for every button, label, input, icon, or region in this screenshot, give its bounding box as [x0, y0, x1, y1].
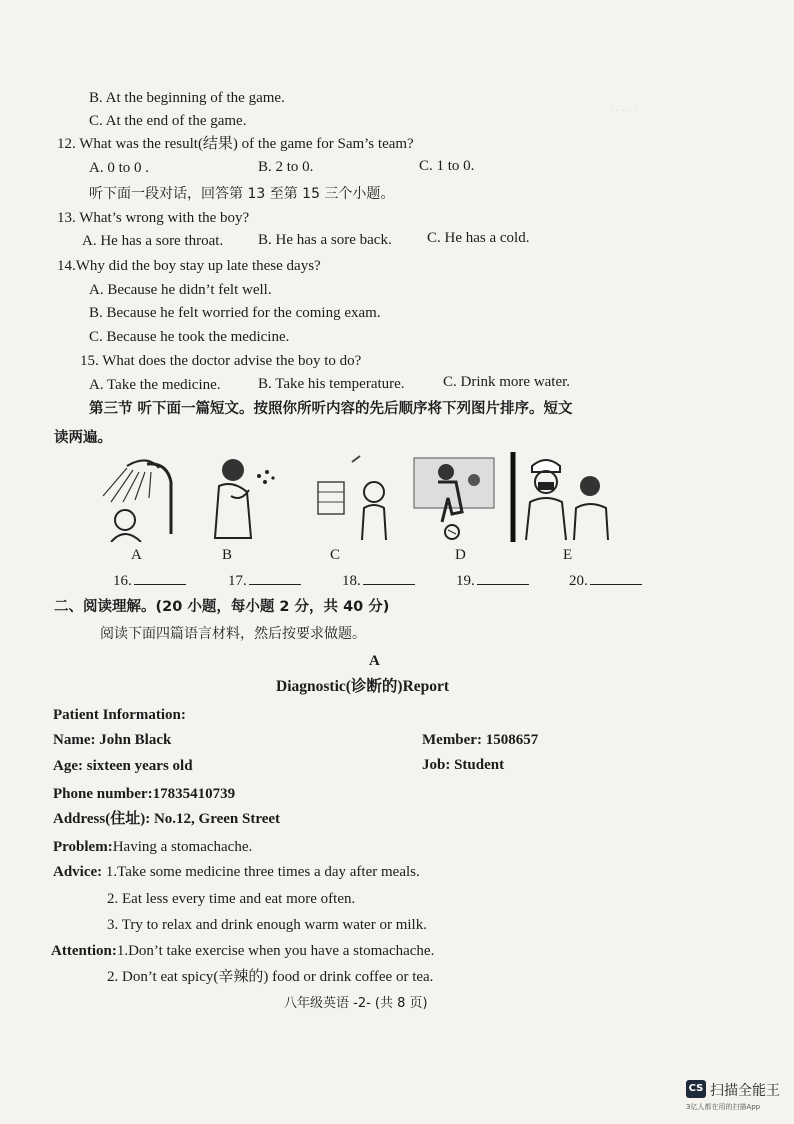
q15-option-b: B. Take his temperature. — [258, 376, 405, 392]
blank-line — [134, 572, 186, 585]
picture-a-shower — [97, 452, 179, 542]
cs-badge-icon: CS — [686, 1080, 706, 1098]
patient-phone: Phone number:17835410739 — [53, 786, 236, 802]
picture-c-boy-at-desk — [312, 452, 394, 542]
q15-option-a: A. Take the medicine. — [89, 377, 221, 393]
q13-option-b: B. He has a sore back. — [258, 232, 392, 248]
answer-blank-17[interactable] — [228, 572, 301, 590]
patient-job: Job: Student — [422, 757, 505, 773]
q14-option-c: C. Because he took the medicine. — [89, 329, 290, 345]
scanner-tagline: 3亿人都在用的扫描App — [686, 1103, 761, 1111]
blank-line — [249, 572, 301, 585]
attention-label: Attention: — [51, 943, 117, 959]
q14-question: 14.Why did the boy stay up late these days? — [57, 258, 321, 274]
patient-member: Member: 1508657 — [422, 732, 539, 748]
advice-item-1: 1.Take some medicine three times a day after meals. — [105, 864, 420, 880]
advice-label: Advice: — [53, 864, 103, 880]
q12-question: 12. What was the result(结果) of the game for Sam’s team? — [57, 136, 414, 152]
q15-option-c: C. Drink more water. — [443, 374, 571, 390]
patient-address: Address(住址): No.12, Green Street — [53, 811, 281, 827]
doctor-patient-illustration — [510, 452, 618, 542]
problem-label: Problem: — [53, 839, 113, 855]
passage-label: A — [369, 653, 380, 669]
scanner-app-name: 扫描全能王 — [710, 1083, 780, 1099]
blank-line — [363, 572, 415, 585]
q11-option-b: B. At the beginning of the game. — [89, 90, 285, 106]
boy-desk-illustration — [312, 452, 394, 542]
blank-number: 20. — [569, 573, 588, 589]
attention-item-1: 1.Don’t take exercise when you have a stomachache. — [116, 943, 435, 959]
q11-option-c: C. At the end of the game. — [89, 113, 247, 129]
picture-label-d: D — [455, 547, 466, 563]
advice-row — [53, 863, 420, 881]
q14-option-a: A. Because he didn’t felt well. — [89, 282, 272, 298]
problem-row — [53, 838, 252, 856]
picture-b-coughing — [197, 452, 279, 542]
q15-question: 15. What does the doctor advise the boy to do? — [80, 353, 362, 369]
advice-item-2: 2. Eat less every time and eat more often. — [107, 891, 356, 907]
football-players-illustration — [412, 452, 498, 542]
blank-number: 16. — [113, 573, 132, 589]
picture-e-doctor — [510, 452, 618, 542]
shower-boy-illustration — [97, 452, 179, 542]
patient-age — [53, 757, 193, 775]
camscanner-logo — [686, 1080, 784, 1120]
picture-label-a: A — [131, 547, 142, 563]
blank-number: 19. — [456, 573, 475, 589]
answer-blank-19[interactable] — [456, 572, 529, 590]
reading-heading: 二、阅读理解。(20 小题，每小题 2 分，共 40 分) — [54, 599, 390, 615]
section3-instruction-cont: 读两遍。 — [54, 430, 112, 446]
q12-option-c: C. 1 to 0. — [419, 158, 475, 174]
blank-number: 17. — [228, 573, 247, 589]
answer-blank-16[interactable] — [113, 572, 186, 590]
advice-item-3: 3. Try to relax and drink enough warm water or milk. — [107, 917, 427, 933]
patient-name — [53, 731, 171, 749]
q13-option-c: C. He has a cold. — [427, 230, 530, 246]
attention-item-2: 2. Don’t eat spicy(辛辣的) food or drink coffee or tea. — [107, 969, 434, 985]
patient-info-heading: Patient Information: — [53, 707, 186, 723]
report-title: Diagnostic(诊断的)Report — [276, 678, 450, 695]
section3-instruction: 第三节 听下面一篇短文。按照你所听内容的先后顺序将下列图片排序。短文 — [89, 401, 573, 417]
reading-instruction: 阅读下面四篇语言材料，然后按要求做题。 — [100, 626, 366, 642]
q12-option-a: A. 0 to 0 . — [89, 160, 149, 176]
instruction-13-15: 听下面一段对话，回答第 13 至第 15 三个小题。 — [89, 186, 395, 202]
q13-option-a: A. He has a sore throat. — [82, 233, 224, 249]
q14-option-b: B. Because he felt worried for the coming exam. — [89, 305, 381, 321]
bleed-through-text: . . . . . — [610, 100, 637, 114]
name-text: Name: John Black — [53, 732, 172, 748]
problem-text: Having a stomachache. — [112, 839, 253, 855]
blank-line — [477, 572, 529, 585]
attention-row — [51, 942, 434, 960]
age-text: Age: sixteen years old — [53, 758, 193, 774]
answer-blank-20[interactable] — [569, 572, 642, 590]
picture-label-e: E — [563, 547, 573, 563]
picture-d-football — [412, 452, 498, 542]
q12-option-b: B. 2 to 0. — [258, 159, 314, 175]
coughing-boy-illustration — [197, 452, 279, 542]
picture-label-b: B — [222, 547, 233, 563]
picture-label-c: C — [330, 547, 341, 563]
page-footer: 八年级英语 -2- (共 8 页) — [284, 996, 428, 1011]
q13-question: 13. What’s wrong with the boy? — [57, 210, 250, 226]
blank-number: 18. — [342, 573, 361, 589]
blank-line — [590, 572, 642, 585]
answer-blank-18[interactable] — [342, 572, 415, 590]
